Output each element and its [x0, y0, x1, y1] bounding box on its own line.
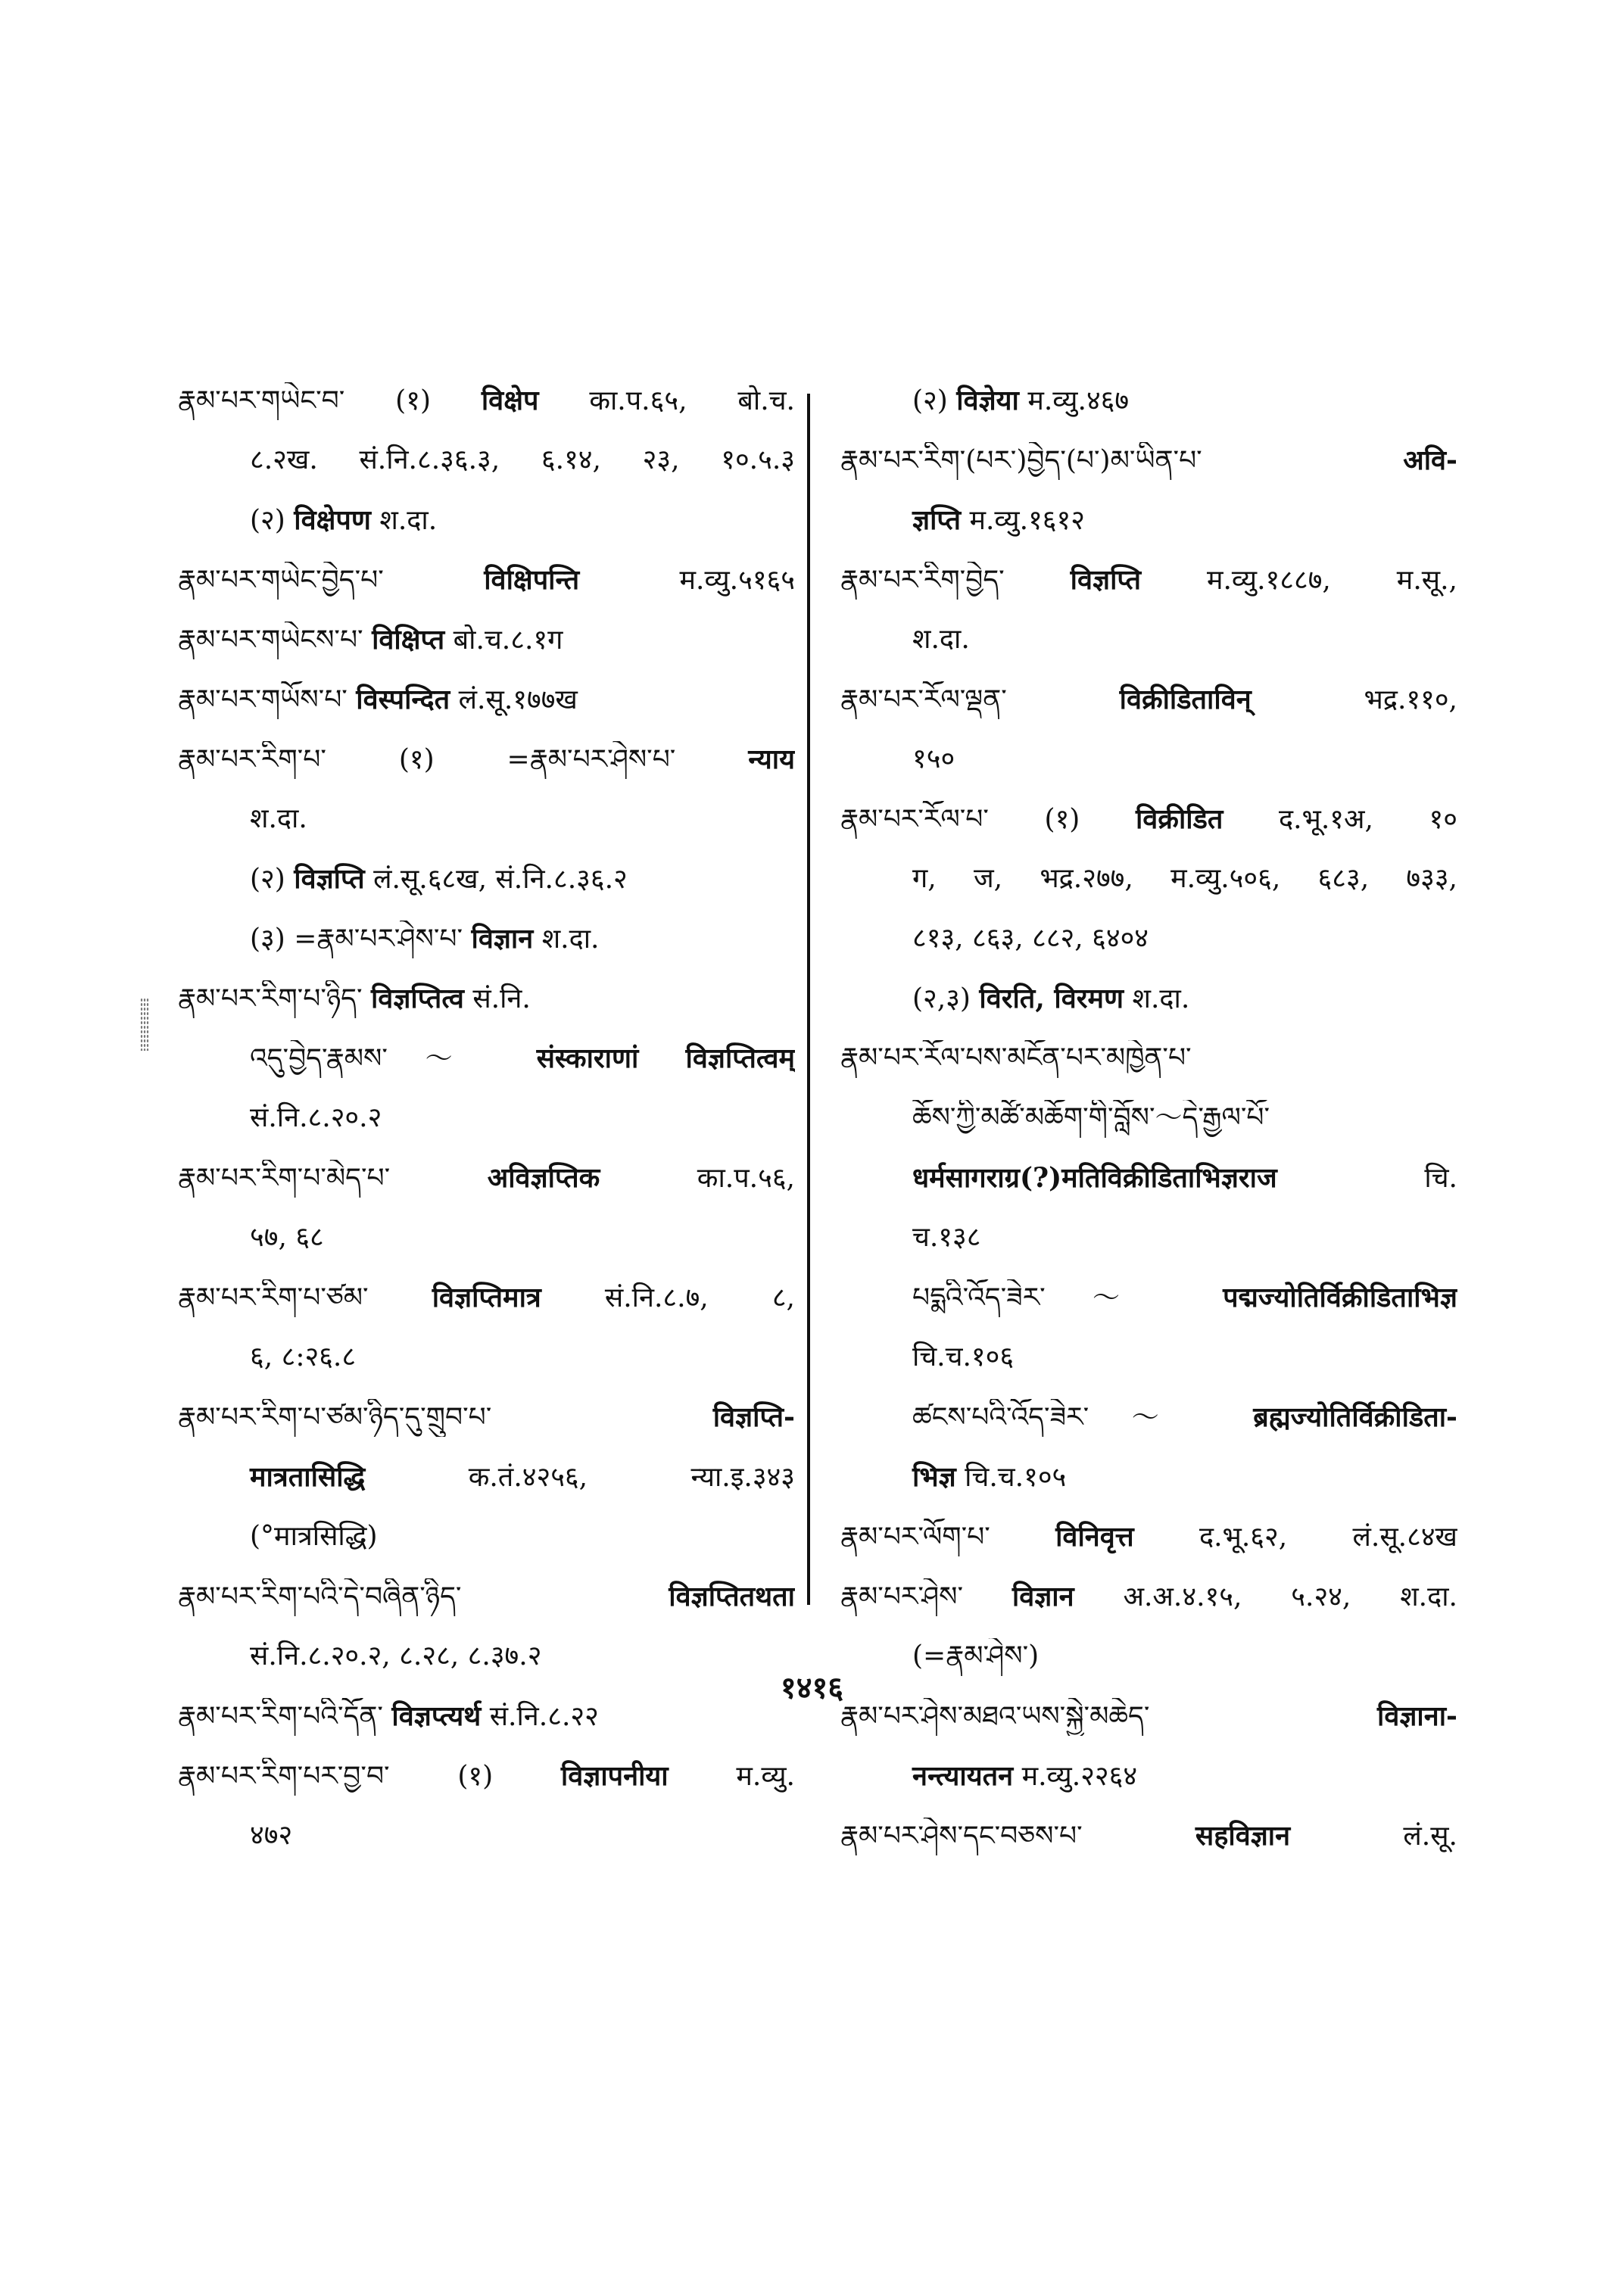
sanskrit-term: विज्ञप्ति- [712, 1401, 795, 1433]
reference: म.व्यु. [668, 1761, 795, 1792]
entry-line [840, 861, 1457, 899]
sanskrit-term: विज्ञप्ति [294, 863, 365, 895]
reference: ) [1028, 1640, 1040, 1671]
sanskrit-term: ब्रह्मज्योतिर्विक्रीडिता- [1253, 1401, 1457, 1433]
tibetan-headword: རྣམ་པར་རིག་པའི་དེ་བཞིན་ཉིད་ [178, 1581, 669, 1612]
sanskrit-term: विक्षिपन्ति [484, 564, 580, 596]
entry-line [178, 861, 795, 899]
reference: का.प.६५, बो.च. [538, 385, 795, 416]
reference: (= [912, 1640, 946, 1671]
tibetan-headword: རྣམ་པར་རིག་(པར་)བྱེད་(པ་)མ་ཡིན་པ་ [840, 445, 1404, 476]
entry-line [178, 1279, 795, 1317]
entry-line [840, 741, 1457, 779]
tibetan-headword: རྣམ་པར་གཡེང་བྱེད་པ་ [178, 565, 485, 596]
reference: (२) [250, 864, 295, 895]
entry-line [840, 1040, 1457, 1078]
sanskrit-term: विज्ञान [1011, 1581, 1074, 1612]
entry-line [178, 801, 795, 839]
reference: सं.नि.८.२०.२, ८.२८, ८.३७.२ [250, 1640, 542, 1671]
reference: अ.अ.४.१५, ५.२४, श.दा. [1074, 1581, 1457, 1612]
reference: क.तं.४२५६, न्या.इ.३४३ [365, 1462, 795, 1493]
reference: (१) [457, 1761, 561, 1792]
sanskrit-term: विक्रीडित [1135, 803, 1223, 835]
entry-line [178, 1519, 795, 1556]
sanskrit-term: सहविज्ञान [1195, 1820, 1291, 1852]
entry-line [840, 1758, 1457, 1796]
entry-line [178, 741, 795, 779]
reference: बो.च.८.१ग [444, 625, 563, 656]
sanskrit-term: विज्ञप्तिमात्र [432, 1282, 541, 1313]
entry-line [178, 1459, 795, 1497]
reference: ६, ८:२६.८ [250, 1341, 357, 1372]
sanskrit-term: संस्काराणां विज्ञप्तित्वम् [536, 1042, 795, 1074]
reference: लं.सू.६८ख, सं.नि.८.३६.२ [364, 864, 628, 895]
entry-line [178, 442, 795, 480]
entry-line [840, 1160, 1457, 1198]
sanskrit-term: पद्मज्योतिर्विक्रीडिताभिज्ञ [1223, 1282, 1457, 1313]
reference: (°मात्रसिद्धि) [250, 1521, 378, 1552]
reference: म.व्यु.१८८७, म.सू., [1141, 565, 1457, 596]
reference: का.प.५६, [600, 1163, 795, 1194]
tibetan-headword: ཚངས་པའི་འོད་ཟེར་～ [912, 1402, 1254, 1433]
sanskrit-term: विज्ञप्त्यर्थ [391, 1700, 482, 1732]
sanskrit-term: मात्रतासिद्धि [250, 1461, 366, 1493]
entry-line [178, 1818, 795, 1855]
sanskrit-term: न्याय [748, 743, 795, 775]
sanskrit-term: नन्त्यायतन [912, 1760, 1014, 1792]
sanskrit-term: धर्मसागराग्र(?)मतिविक्रीडिताभिज्ञराज [912, 1162, 1277, 1194]
sanskrit-term: अविज्ञप्तिक [487, 1162, 600, 1194]
entry-line [840, 1399, 1457, 1437]
entry-line [178, 1758, 795, 1796]
reference: (२,३) [912, 983, 980, 1014]
reference: सं.नि. [463, 983, 531, 1014]
tibetan-headword: པདྨའི་འོད་ཟེར་～ [912, 1282, 1223, 1313]
entry-line [840, 562, 1457, 600]
reference: (२) [912, 385, 957, 416]
reference: द.भू.१अ, १० [1223, 804, 1457, 835]
reference: ४७२ [250, 1820, 293, 1851]
reference: म.व्यु.२२६४ [1013, 1761, 1138, 1792]
reference: सं.नि.८.२२ [481, 1701, 599, 1732]
left-column [178, 382, 795, 1877]
reference: (२) [250, 505, 295, 536]
tibetan-headword: རྣམ་པར་རོལ་ལྡན་ [840, 684, 1120, 715]
entry-line [840, 1279, 1457, 1317]
entry-line [840, 442, 1457, 480]
sanskrit-term: ज्ञप्ति [912, 504, 962, 536]
entry-line [178, 382, 795, 420]
reference: चि.च.१०६ [912, 1341, 1015, 1372]
sanskrit-term: विक्षेप [481, 385, 539, 416]
entry-line [178, 1339, 795, 1377]
tibetan-headword: རྣམ་པར་ལོག་པ་ [840, 1522, 1056, 1553]
entry-line [178, 562, 795, 600]
reference: श.दा. [1124, 983, 1190, 1014]
reference: ग, ज, भद्र.२७७, म.व्यु.५०६, ६८३, ७३३, [912, 863, 1457, 894]
reference: ८.२ख. सं.नि.८.३६.३, ६.१४, २३, १०.५.३ [250, 444, 795, 475]
reference: चि. [1276, 1163, 1457, 1194]
tibetan-headword: རྣམ་པར་རོལ་པ་ [840, 804, 1045, 835]
sanskrit-term: विज्ञप्तित्व [370, 983, 464, 1014]
entry-line [178, 921, 795, 958]
page-number: १४१६ [780, 1670, 844, 1706]
tibetan-headword: རྣམ་པར་ཤེས་དང་བཅས་པ་ [840, 1821, 1195, 1852]
entry-line [178, 1040, 795, 1078]
sanskrit-term: विज्ञापनीया [560, 1760, 669, 1792]
reference: सं.नि.८.७, ८, [541, 1282, 795, 1313]
sanskrit-term: भिज्ञ [912, 1461, 956, 1493]
entry-line [178, 1399, 795, 1437]
entry-line [178, 980, 795, 1018]
tibetan-headword: རྣམ་པར་རིག་པ་ཉིད་ [178, 983, 371, 1014]
tibetan-headword: རྣམ་ཤེས་ [946, 1640, 1029, 1671]
reference: चि.च.१०५ [955, 1462, 1067, 1493]
tibetan-headword: རྣམ་པར་རིག་པ་ཙམ་ཉིད་དུ་གྲུབ་པ་ [178, 1402, 713, 1433]
entry-line [840, 921, 1457, 958]
tibetan-headword: རྣམ་པར་རིག་པར་བྱ་བ་ [178, 1761, 458, 1792]
tibetan-headword: རྣམ་པར་གཡེངས་པ་ [178, 625, 372, 656]
sanskrit-term: विक्रीडिताविन् [1119, 684, 1252, 715]
entry-line [840, 502, 1457, 540]
reference: श.दा. [370, 505, 438, 536]
tibetan-headword: རྣམ་པར་གཡོས་པ་ [178, 684, 357, 715]
reference: द.भू.६२, लं.सू.८४ख [1133, 1522, 1457, 1553]
tibetan-headword: རྣམ་པར་ཤེས་ [840, 1581, 1012, 1612]
sanskrit-term: विज्ञाना- [1377, 1700, 1457, 1732]
sanskrit-term: विक्षिप्त [372, 624, 445, 656]
reference: म.व्यु.५१६५ [579, 565, 795, 596]
entry-line [840, 1578, 1457, 1616]
sanskrit-term: विज्ञान [471, 923, 534, 955]
reference: (१) = [398, 744, 530, 775]
entry-line [178, 681, 795, 719]
tibetan-headword: རྣམ་པར་རིག་པ་ཙམ་ [178, 1282, 432, 1313]
reference: श.दा. [533, 924, 600, 955]
entry-line [840, 1519, 1457, 1556]
reference: च.१३८ [912, 1222, 981, 1253]
entry-line [178, 1160, 795, 1198]
entry-line [840, 622, 1457, 659]
reference: सं.नि.८.२०.२ [250, 1102, 382, 1133]
entry-line [178, 1578, 795, 1616]
tibetan-headword: འདུ་བྱེད་རྣམས་～ [250, 1043, 537, 1074]
reference: लं.सू. [1290, 1821, 1457, 1852]
reference: (१) [1044, 804, 1136, 835]
entry-line [840, 980, 1457, 1018]
reference: १५० [912, 743, 955, 774]
entry-line [840, 382, 1457, 420]
entry-line [178, 502, 795, 540]
entry-line [840, 1220, 1457, 1257]
reference: ८१३, ८६३, ८८२, ६४०४ [912, 923, 1149, 954]
sanskrit-term: विज्ञप्तितथता [669, 1581, 795, 1612]
entry-line [840, 1100, 1457, 1138]
sanskrit-term: विरति, विरमण [979, 983, 1124, 1014]
reference: म.व्यु.१६१२ [961, 505, 1085, 536]
tibetan-headword: ཆོས་ཀྱི་མཚོ་མཆོག་གི་བློས་～དེ་རྒྱལ་པོ་ [912, 1102, 1270, 1133]
entry-line [840, 681, 1457, 719]
tibetan-headword: རྣམ་པར་ཤེས་པ་ [529, 744, 749, 775]
right-column [840, 382, 1457, 1877]
reference: (१) [344, 385, 482, 416]
tibetan-headword: རྣམ་པར་རིག་པ་ [178, 744, 399, 775]
entry-line [178, 622, 795, 659]
tibetan-headword: རྣམ་པར་གཡེང་བ་ [178, 385, 345, 416]
reference: भद्र.११०, [1251, 684, 1457, 715]
entry-line [840, 1459, 1457, 1497]
reference: (३) = [250, 924, 317, 955]
sanskrit-term: विनिवृत्त [1055, 1521, 1134, 1553]
reference: म.व्यु.४६७ [1018, 385, 1130, 416]
entry-line [178, 1100, 795, 1138]
sanskrit-term: अवि- [1403, 444, 1457, 476]
sanskrit-term: विक्षेपण [294, 504, 371, 536]
column-divider [807, 394, 810, 1605]
margin-dots [140, 998, 149, 1051]
entry-line [840, 1818, 1457, 1855]
sanskrit-term: विज्ञप्ति [1070, 564, 1142, 596]
entry-line [178, 1220, 795, 1257]
tibetan-headword: རྣམ་པར་རིག་པ་མེད་པ་ [178, 1163, 488, 1194]
sanskrit-term: विस्पन्दित [356, 684, 450, 715]
entry-line [840, 801, 1457, 839]
tibetan-headword: རྣམ་པར་ཤེས་པ་ [316, 924, 472, 955]
reference: ५७, ६८ [250, 1222, 324, 1253]
reference: श.दा. [250, 803, 307, 834]
sanskrit-term: विज्ञेया [956, 385, 1019, 416]
reference: श.दा. [912, 624, 970, 655]
tibetan-headword: རྣམ་པར་རིག་པའི་དོན་ [178, 1701, 392, 1732]
tibetan-headword: རྣམ་པར་རིག་བྱེད་ [840, 565, 1071, 596]
reference: लं.सू.१७७ख [450, 684, 578, 715]
entry-line [840, 1339, 1457, 1377]
tibetan-headword: རྣམ་པར་ཤེས་མཐའ་ཡས་སྐྱེ་མཆེད་ [840, 1701, 1377, 1732]
tibetan-headword: རྣམ་པར་རོལ་པས་མངོན་པར་མཁྱེན་པ་ [840, 1042, 1192, 1073]
